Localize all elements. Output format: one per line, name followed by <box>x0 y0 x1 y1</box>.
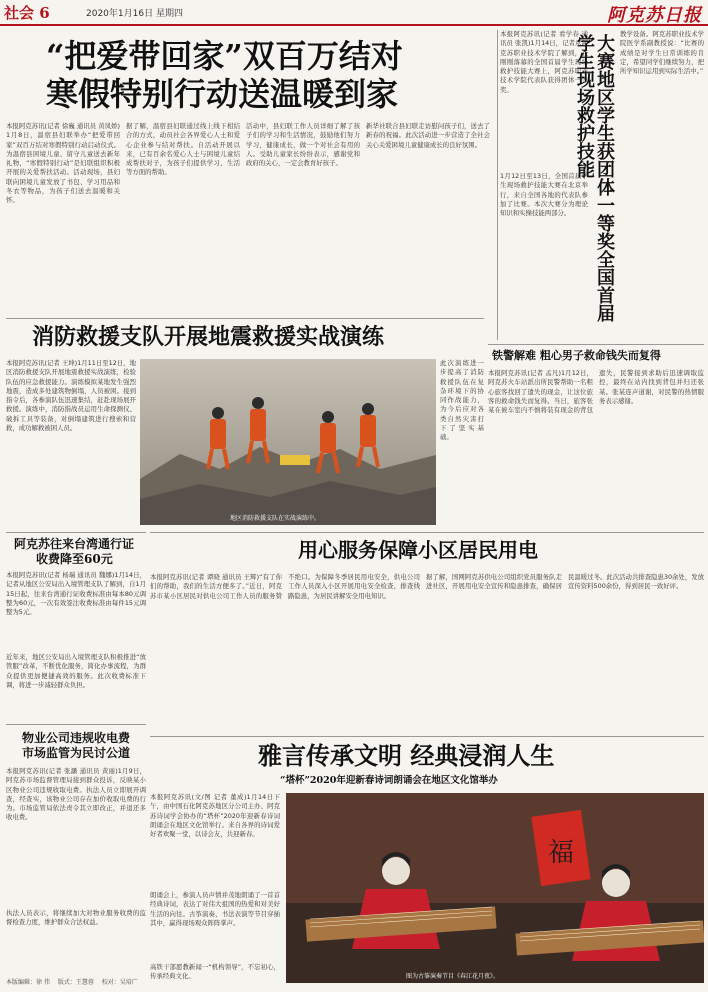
side-story-text1: 本报阿克苏讯(记者 看学春 通讯员 张凯)1月14日，记者从阿克苏职业技术学院了解到，在刚刚落幕的全国首届学生现场救护技能大赛上，阿克苏职业技术学院代表队获得团体一等奖。 <box>500 30 588 94</box>
fire-drill-illustration <box>140 359 436 525</box>
property-story-title-line2: 市场监管为民讨公道 <box>22 746 131 760</box>
fire-story-title: 消防救援支队开展地震救援实战演练 <box>32 324 385 350</box>
masthead <box>0 0 708 26</box>
side-story-title: 大赛地区学生获团体一等奖全国首届学生现场救护技能 <box>574 34 615 322</box>
culture-story-text3: 高铁干部愿教新闻一“机构领导”，不忘初心，传承经典文化。 <box>150 963 280 981</box>
culture-story-text: 本报阿克苏讯(文/图 记者 董成)1月14日下午，由中国石化阿克苏地区分公司主办、阿克苏诗词学会协办的“塔杯”2020年迎新春诗词朗诵会在地区文化馆举行。来自各界的诗词爱好者欢聚一堂，以诗会友，共迎新春。 <box>150 793 280 839</box>
fire-story <box>6 318 484 529</box>
fire-story-text2: 此次演练进一步提高了消防救援队伍在复杂环境下的协同作战能力，为今后应对各类自然灾害打下了坚实基础。 <box>440 359 484 442</box>
top-story-col1: 本报阿克苏讯(记者 徐巍 通讯员 黄凤娇)1月8日，温宿县妇联举办“把爱带回家”双百万结对寒假特别行动启动仪式。为温宿县困境儿童、留守儿童送去新年礼物，“寒假特别行动”是妇联组织积极开展的关爱帮扶活动。活动现场，县妇联向困境儿童发放了书包、学习用品和冬衣等物品，为孩子们送去温暖和关怀。 <box>6 122 120 205</box>
community-story-text2: 据了解，国网阿克苏供电公司组织党员服务队走进社区，开展用电安全宣传和隐患排查，确保居民温暖过冬。此次活动共排查隐患30余处，发放宣传资料500余份，得到居民一致好评。 <box>426 573 704 591</box>
fire-story-text: 本报阿克苏讯(记者 王坤)1月11日至12日，地区消防救援支队开展地震救援实战演练，检验队伍的应急救援能力。演练模拟某地发生强烈地震，造成多处建筑物倒塌，人员被困。接到指令后，各参演队伍迅速集结，赶赴现场展开救援。演练中，消防指战员运用生命探测仪、破拆工具等装备，对倒塌建筑进行搜索和营救，成功解救被困人员。 <box>6 359 136 433</box>
culture-story-subtitle: “塔杯”2020年迎新春诗词朗诵会在地区文化馆举办 <box>280 775 498 786</box>
fire-photo-caption: 地区消防救援支队在实战演练中。 <box>230 515 321 522</box>
side-story <box>500 30 704 340</box>
tax-story-text2: 近年来，地区公安局出入境管理支队积极推进“放管服”改革，不断优化服务，简化办事流程，为群众提供更加便捷高效的服务。此次收费标准下调，将进一步减轻群众负担。 <box>6 653 146 689</box>
culture-story-title: 雅言传承文明 经典浸润人生 <box>258 741 555 770</box>
top-story-title-line2: 寒假特别行动送温暖到家 <box>46 75 399 113</box>
property-story-text2: 执法人员表示，将继续加大对物业服务收费的监督检查力度，维护群众合法权益。 <box>6 909 146 927</box>
property-story <box>6 724 146 991</box>
tax-story-title-line1: 阿克苏往来台湾通行证 <box>14 537 135 551</box>
top-story <box>6 30 494 312</box>
tax-story-text: 本报阿克苏讯(记者 杨瑞 通讯员 魏娜)1月14日，记者从地区公安局出入境管理支队了解到，自1月15日起，往来台湾通行证收费标准由每本80元调整为60元，一次有效签注收费标准由每件15元调整为5元。 <box>6 571 146 617</box>
fu-character: 福 <box>548 838 575 868</box>
top-story-col2: 据了解，温宿县妇联通过线上线下相结合的方式，动员社会各界爱心人士和爱心企业参与结对帮扶。自活动开展以来，已有百余名爱心人士与困境儿童结成帮扶对子，为孩子们提供学习、生活等方面的帮助。 <box>126 122 240 177</box>
tax-story-title-line2: 收费降至60元 <box>36 552 113 566</box>
top-story-col4: 新华社联合县妇联走访慰问孩子们，送去了新春的祝福。此次活动进一步营造了全社会关心关爱困境儿童健康成长的良好氛围。 <box>366 122 490 149</box>
fire-drill-photo <box>140 359 436 525</box>
rescue-story-text: 本报阿克苏讯(记者 孟凡)1月12日，阿克苏火车站派出所民警帮助一名粗心旅客找回了遗失的现金，让这位旅客的救命钱失而复得。当日，旅客张某在候车室内不慎将装有现金的背包遗失，民警接到求助后迅速调取监控，最终在站内找到背包并归还张某。张某连声道谢，对民警的热情服务表示感谢。 <box>488 369 704 415</box>
page-footer-credits: 本版编辑：徐 伟 版式：王慧蓉 校对：吴培广 <box>6 979 138 986</box>
community-story <box>150 532 704 733</box>
column-divider <box>497 30 498 340</box>
side-story-text3: 教学设备。阿克苏职业技术学院医学系副教授说：“比赛的成绩是对学生日常训练的肯定，希望同学们继续努力，把所学知识运用到实际生活中。” <box>620 30 704 76</box>
community-story-title: 用心服务保障小区居民用电 <box>298 538 538 562</box>
guzheng-photo-caption: 图为古筝演奏节目《春江花月夜》。 <box>406 973 500 980</box>
rescue-story <box>488 344 704 533</box>
community-story-text: 本报阿克苏讯(记者 谭晓 通讯员 王辉)“有了你们的帮助，我们的生活方便多了。”近日，阿克苏市某小区居民对供电公司工作人员的服务赞不绝口。为保障冬季居民用电安全，供电公司工作人员深入小区开展用电安全检查，排查线路隐患，为居民讲解安全用电知识。 <box>150 573 420 600</box>
side-story-text2: 1月12日至13日，全国首届学生现场救护技能大赛在北京举行，来自全国各地的代表队参加了比赛。本次大赛分为理论知识和实操技能两部分。 <box>500 172 588 218</box>
top-story-col3: 活动中，县妇联工作人员详细了解了孩子们的学习和生活情况，鼓励他们努力学习，健康成长，做一个对社会有用的人。受助儿童家长纷纷表示，感谢党和政府的关心，一定会教育好孩子。 <box>246 122 360 168</box>
property-story-title-line1: 物业公司违规收电费 <box>22 731 131 745</box>
tax-story <box>6 532 146 723</box>
issue-date: 2020年1月16日 星期四 <box>86 9 183 19</box>
newspaper-logo: 阿克苏日报 <box>607 5 702 26</box>
culture-story-text2: 朗诵会上，参演人员声情并茂地朗诵了一首首经典诗词，表达了对伟大祖国的热爱和对美好生活的向往。古筝演奏、书法表演等节目穿插其中，赢得现场观众阵阵掌声。 <box>150 891 280 927</box>
section-label: 社会 6 <box>4 4 50 22</box>
guzheng-photo <box>286 793 704 983</box>
guzheng-performance-illustration <box>286 793 704 983</box>
rescue-story-title: 铁警解难 粗心男子救命钱失而复得 <box>492 349 661 362</box>
culture-story <box>150 736 704 991</box>
top-story-title-line1: “把爱带回家”双百万结对 <box>46 37 403 75</box>
property-story-text: 本报阿克苏讯(记者 张灏 通讯员 黄丽)1月9日，阿克苏市场监督管理局接到群众投诉，反映某小区物业公司违规收取电费。执法人员立即展开调查，经查实，该物业公司存在加价收取电费的行为。市场监管局依法责令其立即改正，并退还多收电费。 <box>6 767 146 822</box>
